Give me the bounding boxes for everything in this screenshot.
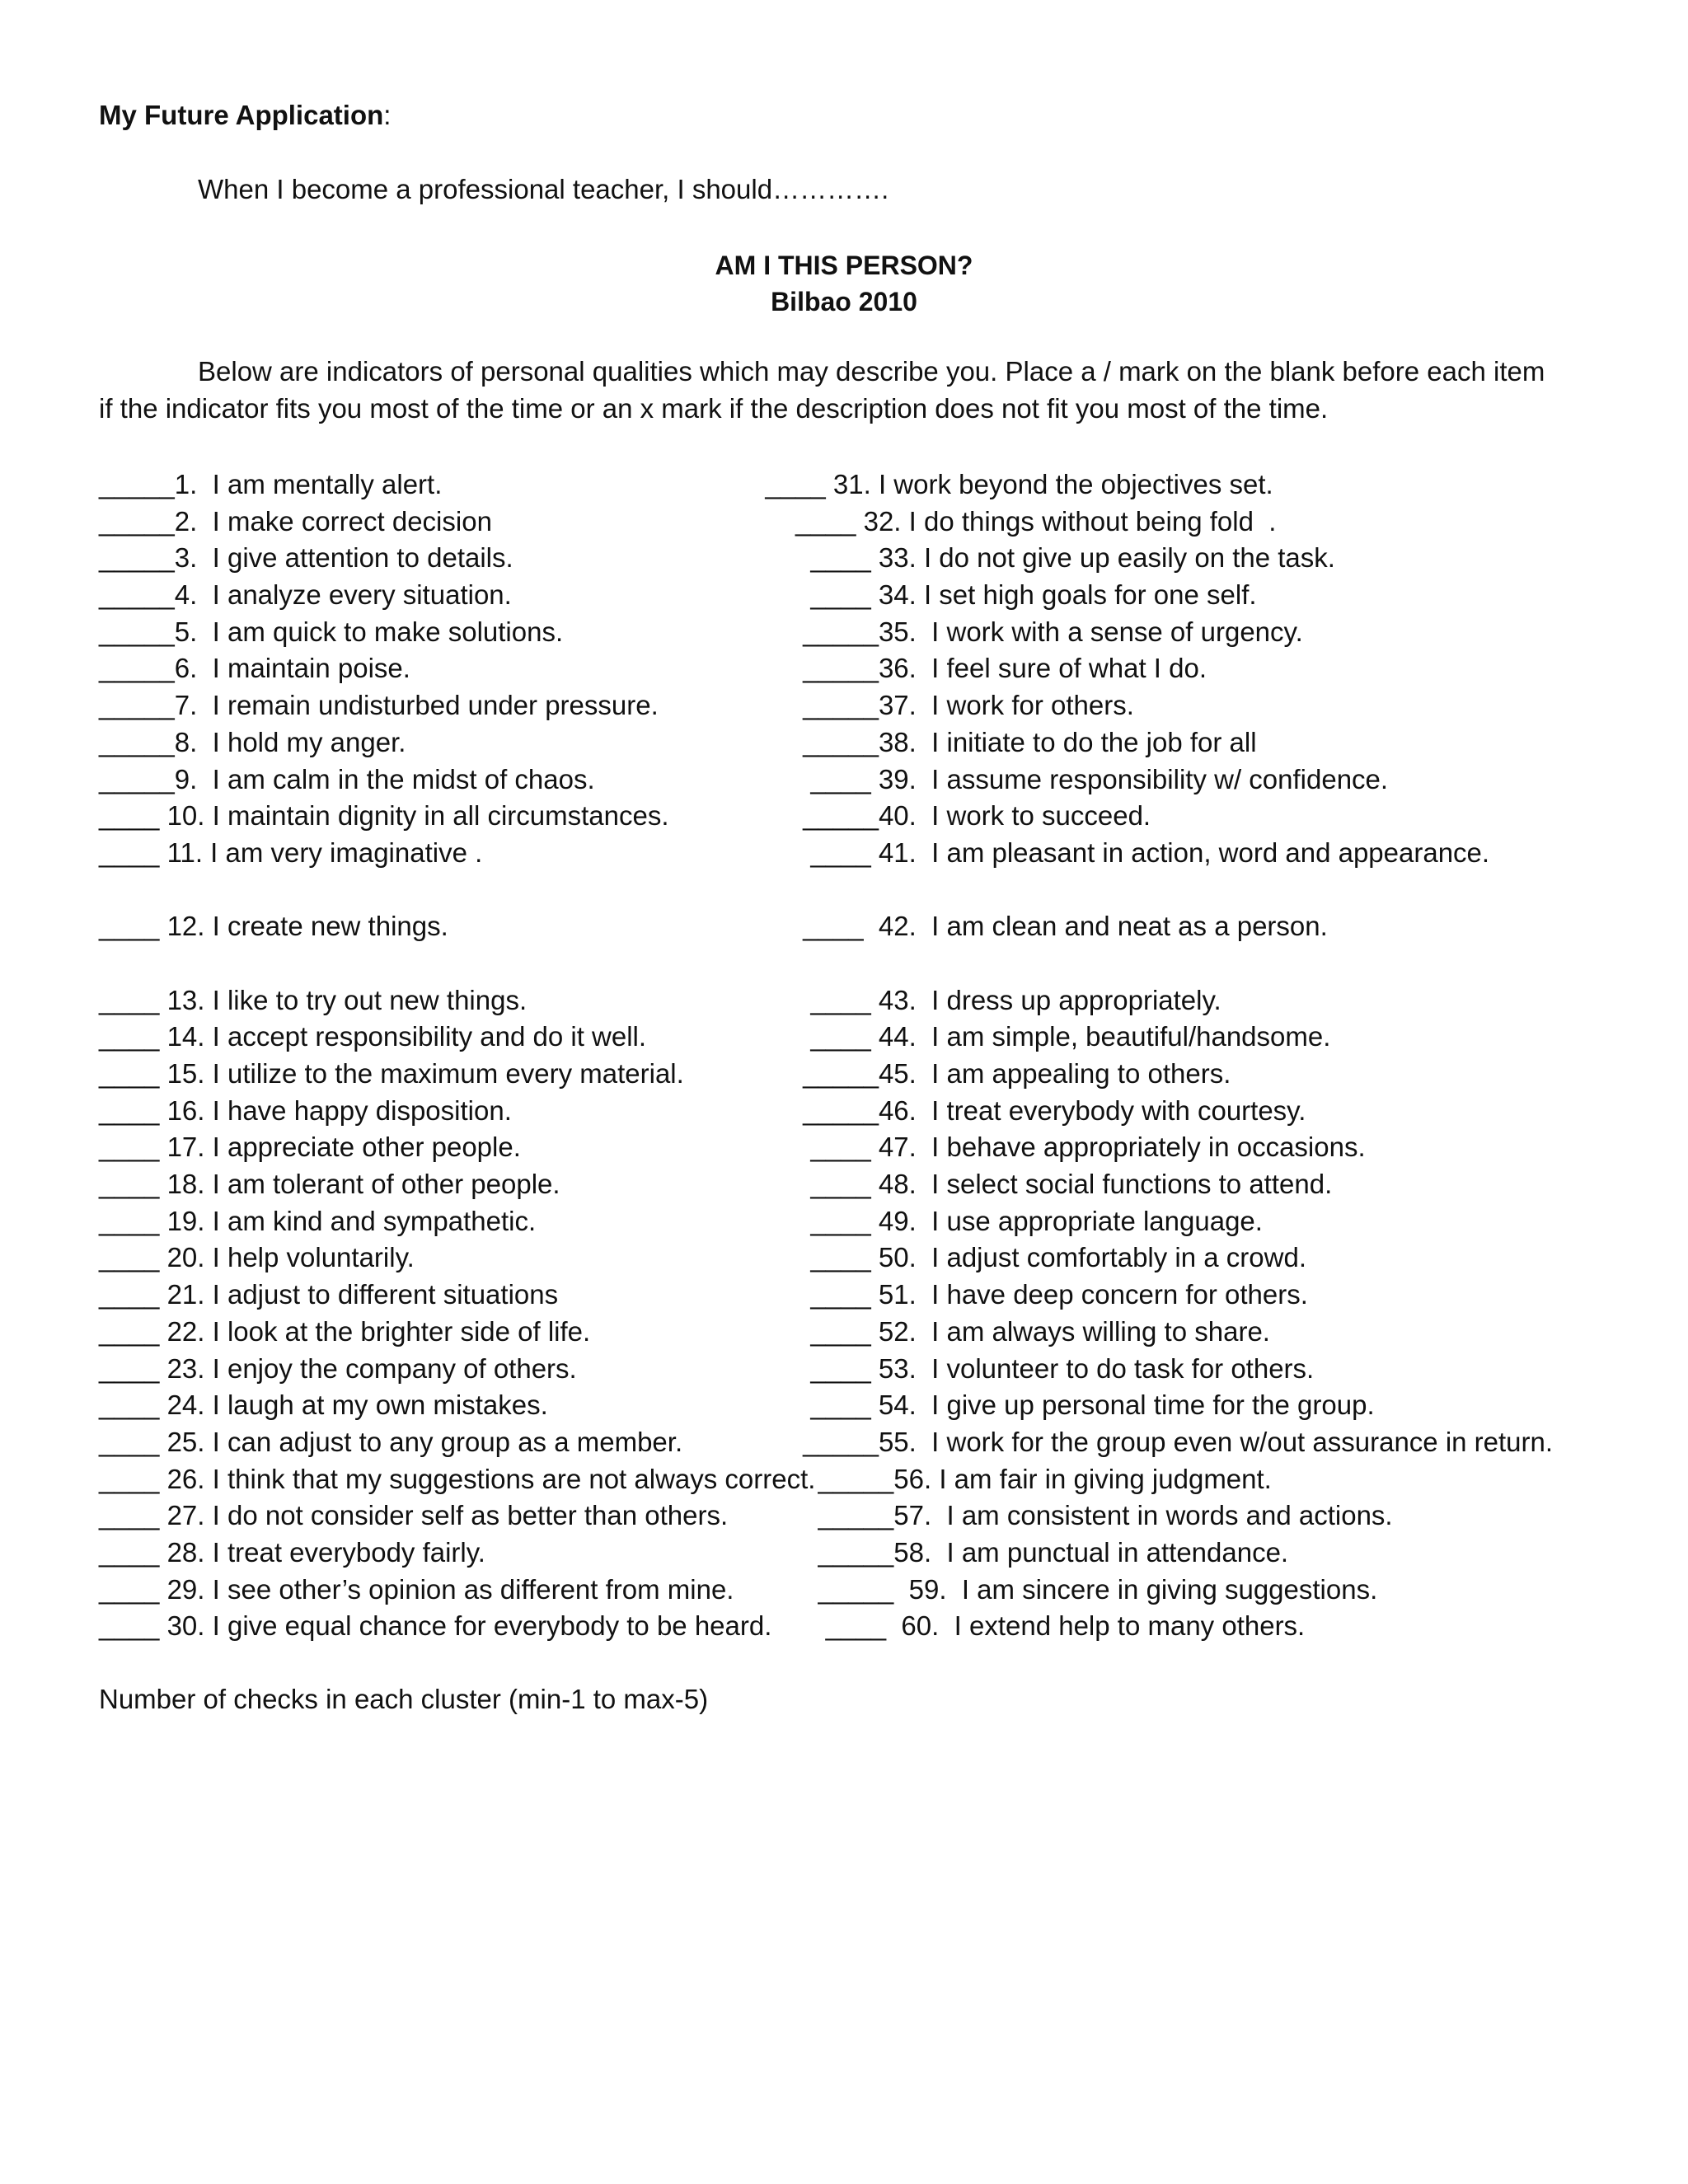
checklist-item: _____36. I feel sure of what I do. [750, 653, 1207, 684]
page-title: AM I THIS PERSON? [715, 251, 973, 280]
checklist-item: ____ 10. I maintain dignity in all circumstances. [99, 800, 669, 832]
checklist-item: ____ 25. I can adjust to any group as a member. [99, 1426, 683, 1457]
checklist-item: ____ 14. I accept responsibility and do it well. [99, 1021, 647, 1052]
checklist-item: ____ 54. I give up personal time for the group. [750, 1390, 1375, 1421]
checklist-item: ____ 34. I set high goals for one self. [750, 579, 1257, 611]
blank-line [99, 872, 783, 909]
title-block [0, 247, 1688, 320]
checklist-item: ____ 15. I utilize to the maximum every material. [99, 1058, 684, 1089]
right-item-column [750, 466, 1591, 1645]
section-heading [99, 97, 391, 134]
checklist-item: _____5. I am quick to make solutions. [99, 616, 564, 647]
checklist-item: ____ 13. I like to try out new things. [99, 984, 528, 1015]
checklist-item: _____8. I hold my anger. [99, 726, 406, 757]
blank-line [99, 945, 783, 982]
left-item-column [99, 466, 816, 1645]
checklist-item: _____55. I work for the group even w/out assurance in return. [750, 1426, 1554, 1457]
checklist-item: ____ 28. I treat everybody fairly. [99, 1536, 485, 1568]
checklist-item: ____ 19. I am kind and sympathetic. [99, 1205, 537, 1236]
checklist-item: ____ 32. I do things without being fold . [750, 505, 1277, 537]
checklist-item: _____3. I give attention to details. [99, 542, 513, 574]
checklist-item: ____ 23. I enjoy the company of others. [99, 1352, 577, 1384]
checklist-item: ____ 24. I laugh at my own mistakes. [99, 1390, 548, 1421]
checklist-item: ____ 50. I adjust comfortably in a crowd. [750, 1242, 1307, 1273]
checklist-item: ____ 52. I am always willing to share. [750, 1315, 1270, 1347]
checklist-item: ____ 44. I am simple, beautiful/handsome. [750, 1021, 1331, 1052]
checklist-item: ____ 49. I use appropriate language. [750, 1205, 1263, 1236]
checklist-item: _____4. I analyze every situation. [99, 579, 512, 611]
checklist-item: ____ 30. I give equal chance for everybody to be heard. [99, 1610, 772, 1642]
checklist-item: ____ 26. I think that my suggestions are not always correct. [99, 1463, 816, 1494]
checklist-item: ____ 41. I am pleasant in action, word and appearance. [750, 837, 1490, 868]
heading-suffix: : [383, 100, 392, 130]
checklist-item: ____ 60. I extend help to many others. [750, 1610, 1306, 1642]
checklist-item: _____46. I treat everybody with courtesy. [750, 1094, 1306, 1126]
checklist-item: _____58. I am punctual in attendance. [750, 1536, 1289, 1568]
checklist-item: ____ 27. I do not consider self as better than others. [99, 1500, 729, 1531]
checklist-item: ____ 43. I dress up appropriately. [750, 984, 1221, 1015]
checklist-item: ____ 42. I am clean and neat as a person. [750, 911, 1328, 942]
checklist-item: _____7. I remain undisturbed under pressure. [99, 690, 659, 721]
checklist-item: _____ 59. I am sincere in giving suggestions. [750, 1573, 1378, 1605]
instructions-line-2: if the indicator fits you most of the time or an x mark if the description does not fit you most of the time. [99, 393, 1329, 424]
instructions-line-1: Below are indicators of personal qualities which may describe you. Place a / mark on the blank before each item [198, 356, 1545, 387]
checklist-item: ____ 12. I create new things. [99, 911, 448, 942]
checklist-item: ____ 17. I appreciate other people. [99, 1132, 521, 1163]
checklist-item: _____56. I am fair in giving judgment. [750, 1463, 1272, 1494]
checklist-item: _____1. I am mentally alert. [99, 469, 443, 499]
instructions [99, 353, 1582, 427]
checklist-item: ____ 31. I work beyond the objectives set. [750, 469, 1273, 499]
checklist-item: ____ 22. I look at the brighter side of life. [99, 1315, 591, 1347]
checklist-item: _____9. I am calm in the midst of chaos. [99, 763, 595, 794]
page-subtitle: Bilbao 2010 [771, 287, 917, 316]
checklist-item: _____37. I work for others. [750, 690, 1134, 721]
checklist-item: ____ 18. I am tolerant of other people. [99, 1169, 560, 1200]
checklist-item: ____ 48. I select social functions to attend. [750, 1169, 1333, 1200]
checklist-item: _____2. I make correct decision [99, 505, 492, 537]
checklist-item: ____ 11. I am very imaginative . [99, 837, 483, 868]
checklist-item: ____ 53. I volunteer to do task for others. [750, 1352, 1315, 1384]
checklist-item: ____ 20. I help voluntarily. [99, 1242, 415, 1273]
checklist-item: _____57. I am consistent in words and actions. [750, 1500, 1393, 1531]
checklist-item: ____ 51. I have deep concern for others. [750, 1279, 1308, 1310]
blank-line [750, 945, 1591, 982]
checklist-item: ____ 21. I adjust to different situations [99, 1279, 559, 1310]
checklist-item: _____35. I work with a sense of urgency. [750, 616, 1303, 647]
checklist-item: ____ 16. I have happy disposition. [99, 1094, 512, 1126]
checklist-item: _____45. I am appealing to others. [750, 1058, 1231, 1089]
checklist-item: _____38. I initiate to do the job for all [750, 726, 1257, 757]
checklist-item: ____ 39. I assume responsibility w/ confidence. [750, 763, 1389, 794]
checklist-item: _____6. I maintain poise. [99, 653, 410, 684]
heading-bold-text: My Future Application [99, 100, 384, 130]
checklist-item: _____40. I work to succeed. [750, 800, 1151, 832]
application-prompt: When I become a professional teacher, I should…………. [198, 174, 889, 204]
checklist-item: ____ 47. I behave appropriately in occasions. [750, 1132, 1366, 1163]
checklist-item: ____ 33. I do not give up easily on the task. [750, 542, 1335, 574]
cluster-count-note: Number of checks in each cluster (min-1 to max-5) [99, 1684, 709, 1714]
checklist-item: ____ 29. I see other’s opinion as different from mine. [99, 1573, 734, 1605]
blank-line [750, 872, 1591, 909]
